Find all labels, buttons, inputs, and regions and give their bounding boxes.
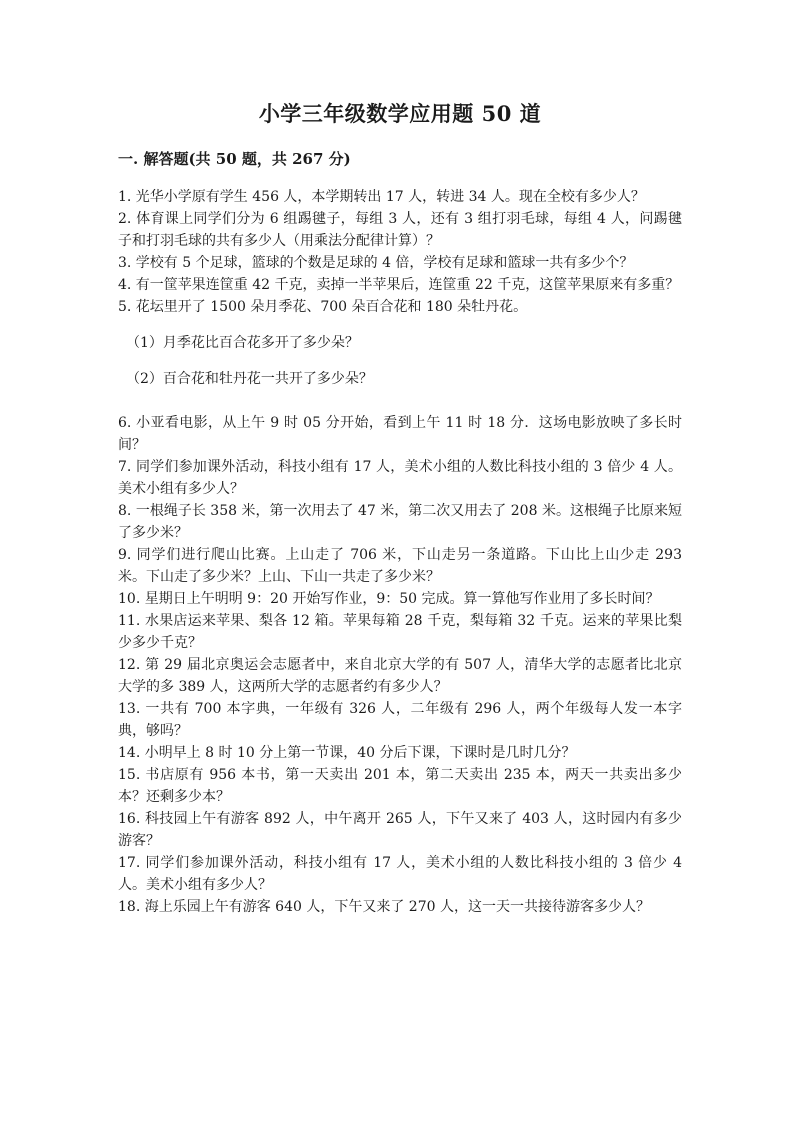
- page-title: 小学三年级数学应用题 50 道: [258, 101, 542, 126]
- question-16: 16. 科技园上午有游客 892 人，中午离开 265 人，下午又来了 403 人，这时园内有多少游客？: [118, 811, 682, 849]
- question-6: 6. 小亚看电影，从上午 9 时 05 分开始，看到上午 11 时 18 分．这场电影放映了多长时间？: [118, 415, 682, 453]
- question-8: 8. 一根绳子长 358 米，第一次用去了 47 米，第二次又用去了 208 米。这根绳子比原来短了多少米？: [118, 503, 682, 541]
- section-heading: 一. 解答题(共 50 题，共 267 分): [118, 150, 351, 168]
- question-9: 9. 同学们进行爬山比赛。上山走了 706 米，下山走另一条道路。下山比上山少走 293 米。下山走了多少米？上山、下山一共走了多少米？: [118, 547, 682, 585]
- question-12: 12. 第 29 届北京奥运会志愿者中，来自北京大学的有 507 人，清华大学的志愿者比北京大学的多 389 人，这两所大学的志愿者约有多少人？: [118, 657, 682, 695]
- spacer: [118, 354, 682, 368]
- question-5: 5. 花坛里开了 1500 朵月季花、700 朵百合花和 180 朵牡丹花。: [118, 299, 528, 315]
- question-5-part-2: （2）百合花和牡丹花一共开了多少朵？: [126, 371, 373, 387]
- question-14: 14. 小明早上 8 时 10 分上第一节课，40 分后下课，下课时是几时几分？: [118, 745, 576, 761]
- question-18: 18. 海上乐园上午有游客 640 人，下午又来了 270 人，这一天一共接待游客多少人？: [118, 899, 650, 915]
- question-5-part-1: （1）月季花比百合花多开了多少朵？: [126, 335, 359, 351]
- question-list: [118, 186, 682, 918]
- question-17: 17. 同学们参加课外活动，科技小组有 17 人，美术小组的人数比科技小组的 3 倍少 4 人。美术小组有多少人？: [118, 855, 682, 893]
- question-1: 1. 光华小学原有学生 456 人，本学期转出 17 人，转进 34 人。现在全校有多少人？: [118, 189, 645, 205]
- question-13: 13. 一共有 700 本字典，一年级有 326 人，二年级有 296 人，两个年级每人发一本字典，够吗？: [118, 701, 682, 739]
- spacer: [118, 318, 682, 332]
- question-11: 11. 水果店运来苹果、梨各 12 箱。苹果每箱 28 千克，梨每箱 32 千克。运来的苹果比梨少多少千克？: [118, 613, 682, 651]
- question-3: 3. 学校有 5 个足球，篮球的个数是足球的 4 倍，学校有足球和篮球一共有多少个？: [118, 255, 634, 271]
- question-2: 2. 体育课上同学们分为 6 组踢毽子，每组 3 人，还有 3 组打羽毛球，每组 4 人，问踢毽子和打羽毛球的共有多少人（用乘法分配律计算）？: [118, 211, 682, 249]
- question-7: 7. 同学们参加课外活动，科技小组有 17 人，美术小组的人数比科技小组的 3 倍少 4 人。美术小组有多少人？: [118, 459, 682, 497]
- question-10: 10. 星期日上午明明 9：20 开始写作业，9：50 完成。算一算他写作业用了多长时间？: [118, 591, 660, 607]
- question-4: 4. 有一筐苹果连筐重 42 千克，卖掉一半苹果后，连筐重 22 千克，这筐苹果原来有多重？: [118, 277, 680, 293]
- spacer: [118, 390, 682, 412]
- question-15: 15. 书店原有 956 本书，第一天卖出 201 本，第二天卖出 235 本，两天一共卖出多少本？还剩多少本？: [118, 767, 682, 805]
